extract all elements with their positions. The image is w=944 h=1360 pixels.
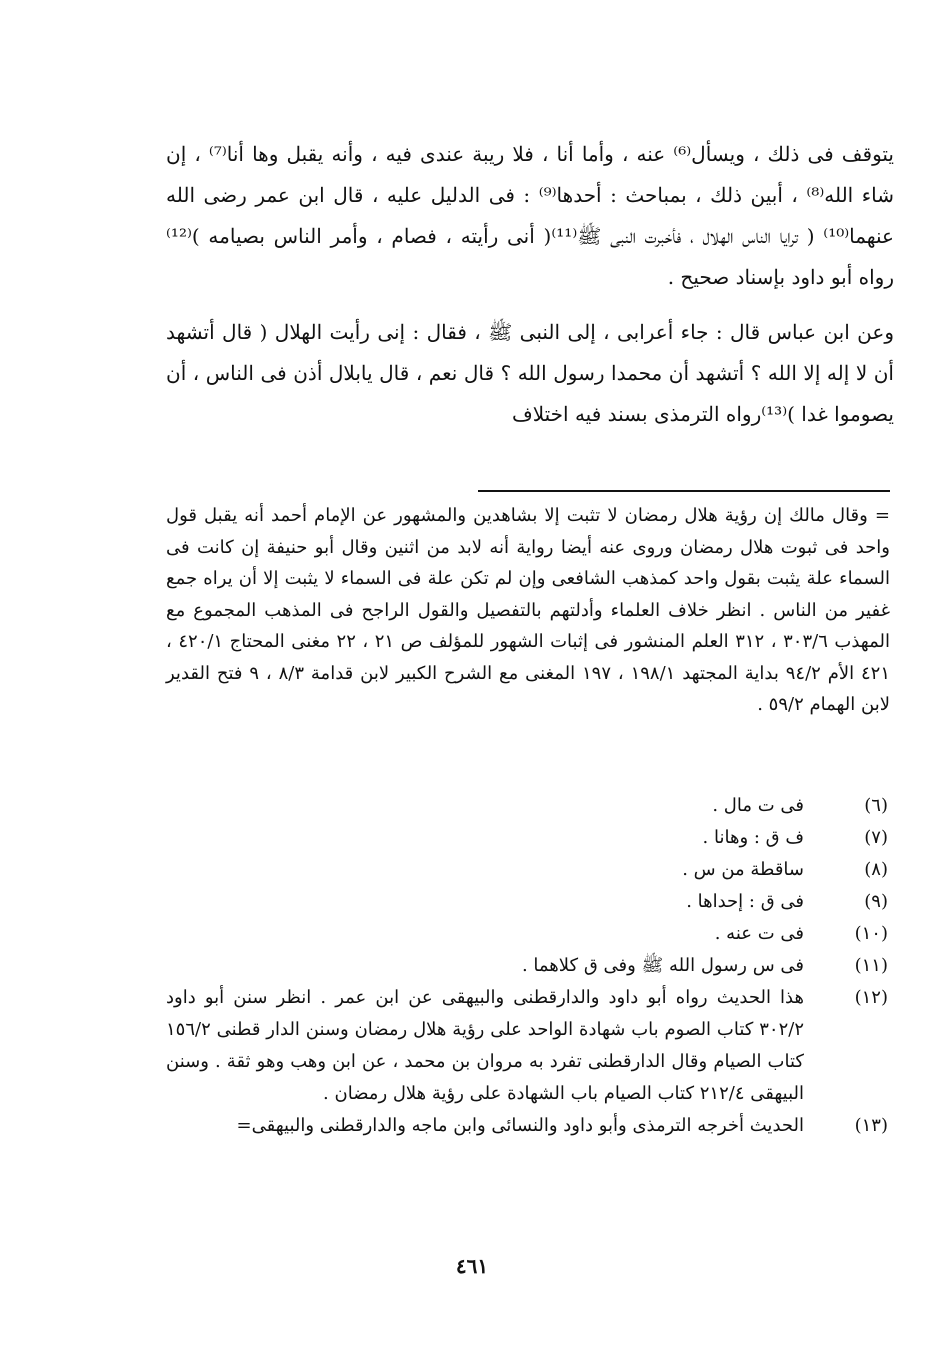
footnote-number: (٨) bbox=[864, 859, 888, 880]
footnote-text: فى ق : إحداها . bbox=[686, 891, 804, 912]
footnote-text: ساقطة من س . bbox=[682, 859, 804, 880]
footnote-12 bbox=[166, 982, 890, 1110]
footnote-number: (١٣) bbox=[854, 1115, 888, 1136]
footnote-number: (١٠) bbox=[854, 923, 888, 944]
footnote-number: (٦) bbox=[864, 795, 888, 816]
footnote-10 bbox=[166, 918, 890, 950]
footnote-9 bbox=[166, 886, 890, 918]
footnote-8 bbox=[166, 854, 890, 886]
footnote-text: فى ت مال . bbox=[712, 795, 804, 816]
footnote-text: الحديث أخرجه الترمذى وأبو داود والنسائى وابن ماجه والدارقطنى والبيهقى= bbox=[236, 1115, 804, 1136]
body-paragraph-2: وعن ابن عباس قال : جاء أعرابى ، إلى النبى ﷺ ، فقال : إنى رأيت الهلال ( قال أتشهد أن لا إله إلا الله ؟ أتشهد أن محمدا رسول الله ؟ قال نعم ، قال يابلال أذن فى الناس ، أن يصوموا غدا )⁽¹³⁾رواه الترمذى بسند فيه اختلاف bbox=[166, 320, 894, 426]
footnote-text: هذا الحديث رواه أبو داود والدارقطنى والبيهقى عن ابن عمر . انظر سنن أبو داود ٣٠٢/٢ كتاب الصوم باب شهادة الواحد على رؤية هلال رمضان وسنن الدار قطنى ١٥٦/٢ كتاب الصيام وقال الدارقطنى تفرد به مروان بن محمد ، عن ابن وهب وهو ثقة . وسنن البيهقى ٢١٢/٤ كتاب الصيام باب الشهادة على رؤية هلال رمضان . bbox=[166, 987, 804, 1104]
footnote-divider bbox=[478, 490, 890, 492]
footnote-number: (٩) bbox=[864, 891, 888, 912]
footnote-11 bbox=[166, 950, 890, 982]
footnote-text: فى ت عنه . bbox=[714, 923, 804, 944]
footnote-6 bbox=[166, 790, 890, 822]
footnote-number: (٧) bbox=[864, 827, 888, 848]
footnote-number: (١١) bbox=[854, 955, 888, 976]
footnote-list bbox=[166, 790, 890, 1142]
footnote-number: (١٢) bbox=[854, 987, 888, 1008]
main-text bbox=[166, 134, 894, 449]
footnote-continuation: = وقال مالك إن رؤية هلال رمضان لا تثبت إلا بشاهدين والمشهور عن الإمام أحمد أنه يقبل قول واحد فى ثبوت هلال رمضان وروى عنه أيضا رواية أنه لابد من اثنين وقال أبو حنيفة إن كانت فى السماء علة يثبت بقول واحد كمذهب الشافعى وإن لم تكن علة فى السماء لا يثبت إلا أن يراه جمع غفير من الناس . انظر خلاف العلماء وأدلتهم بالتفصيل والقول الراجح فى المذهب المجموع مع المهذب ٣٠٣/٦ ، ٣١٢ العلم المنشور فى إثبات الشهور للمؤلف ص ٢١ ، ٢٢ مغنى المحتاج ٤٢٠/١ ، ٤٢١ الأم ٩٤/٢ بداية المجتهد ١٩٨/١ ، ١٩٧ المغنى مع الشرح الكبير لابن قدامة ٨/٣ ، ٩ فتح القدير لابن الهمام ٥٩/٢ . bbox=[166, 505, 890, 715]
footnote-7 bbox=[166, 822, 890, 854]
body-paragraph-1: يتوقف فى ذلك ، ويسأل⁽⁶⁾ عنه ، وأما أنا ، فلا ريبة عندى فيه ، وأنه يقبل وها أنا⁽⁷⁾ ، إن شاء الله⁽⁸⁾ ، أبين ذلك ، بمباحث : أحدها⁽⁹⁾ : فى الدليل عليه ، قال ابن عمر رضى الله عنهما⁽¹⁰⁾ ( ترايا الناس الهلال ، فأخبرت النبى ﷺ⁽¹¹⁾( أنى رأيته ، فصام ، وأمر الناس بصيامه )⁽¹²⁾ رواه أبو داود بإسناد صحيح . bbox=[166, 142, 895, 289]
footnote-13 bbox=[166, 1110, 890, 1142]
page-number: ٤٦١ bbox=[455, 1254, 489, 1278]
footnote-text: فى س رسول الله ﷺ وفى ق كلاهما . bbox=[521, 955, 804, 976]
footnote-text: ف ق : وهانا . bbox=[702, 827, 804, 848]
